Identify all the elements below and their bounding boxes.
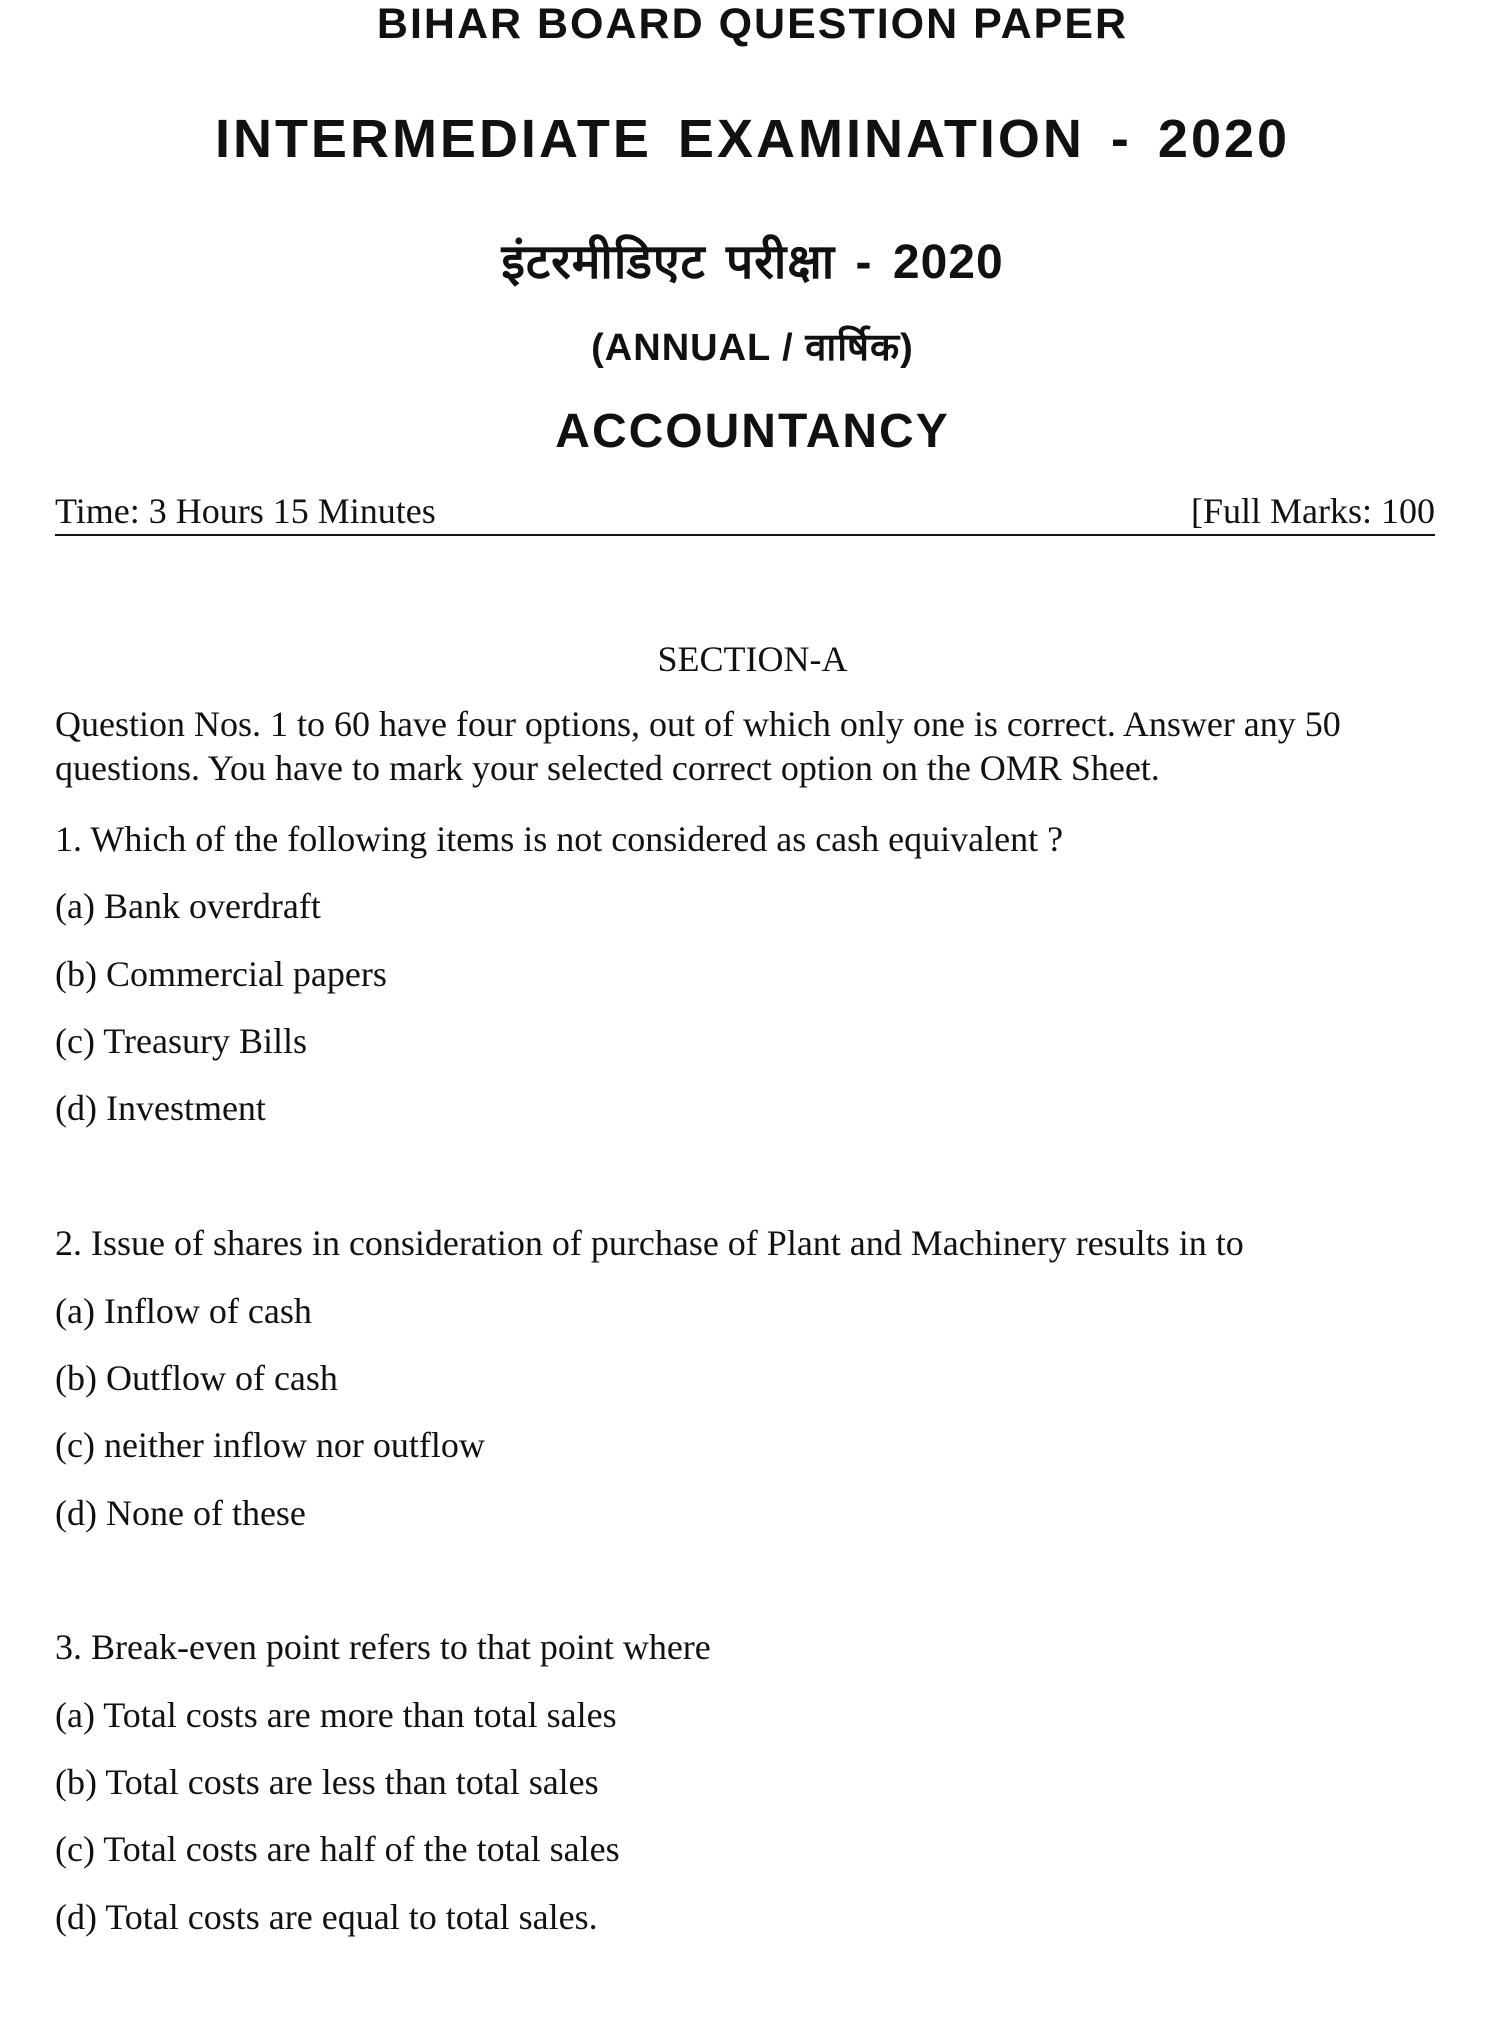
question-1-option-d: (d) Investment — [55, 1088, 266, 1128]
question-3-option-d: (d) Total costs are equal to total sales. — [55, 1897, 598, 1937]
section-title: SECTION-A — [657, 639, 848, 679]
board-title: BIHAR BOARD QUESTION PAPER — [376, 0, 1129, 48]
question-2-option-d: (d) None of these — [55, 1493, 306, 1533]
section-instructions: Question Nos. 1 to 60 have four options, out of which only one is correct. Answer any 50 questions. You have to mark your selected correct option on the OMR Sheet. — [55, 704, 1341, 788]
question-1-option-b: (b) Commercial papers — [55, 954, 387, 994]
question-3-option-a: (a) Total costs are more than total sales — [55, 1695, 617, 1735]
question-2-option-b: (b) Outflow of cash — [55, 1358, 338, 1398]
question-2-option-c: (c) neither inflow nor outflow — [55, 1425, 485, 1465]
question-1-text: 1. Which of the following items is not considered as cash equivalent ? — [55, 819, 1064, 859]
time-duration: Time: 3 Hours 15 Minutes — [55, 491, 436, 531]
full-marks: [Full Marks: 100 — [1190, 491, 1435, 531]
question-1-option-a: (a) Bank overdraft — [55, 886, 321, 926]
question-2-text: 2. Issue of shares in consideration of purchase of Plant and Machinery results in to — [55, 1223, 1244, 1263]
exam-title: INTERMEDIATE EXAMINATION - 2020 — [214, 109, 1291, 169]
question-3-text: 3. Break-even point refers to that point where — [55, 1627, 711, 1667]
subject-title: ACCOUNTANCY — [555, 405, 950, 458]
exam-title-hindi: इंटरमीडिएट परीक्षा - 2020 — [501, 236, 1004, 289]
question-1-option-c: (c) Treasury Bills — [55, 1021, 307, 1061]
question-3-option-c: (c) Total costs are half of the total sales — [55, 1829, 620, 1869]
exam-info-row — [55, 490, 1435, 536]
question-3-option-b: (b) Total costs are less than total sales — [55, 1762, 599, 1802]
question-2-option-a: (a) Inflow of cash — [55, 1291, 312, 1331]
exam-session: (ANNUAL / वार्षिक) — [591, 327, 914, 369]
